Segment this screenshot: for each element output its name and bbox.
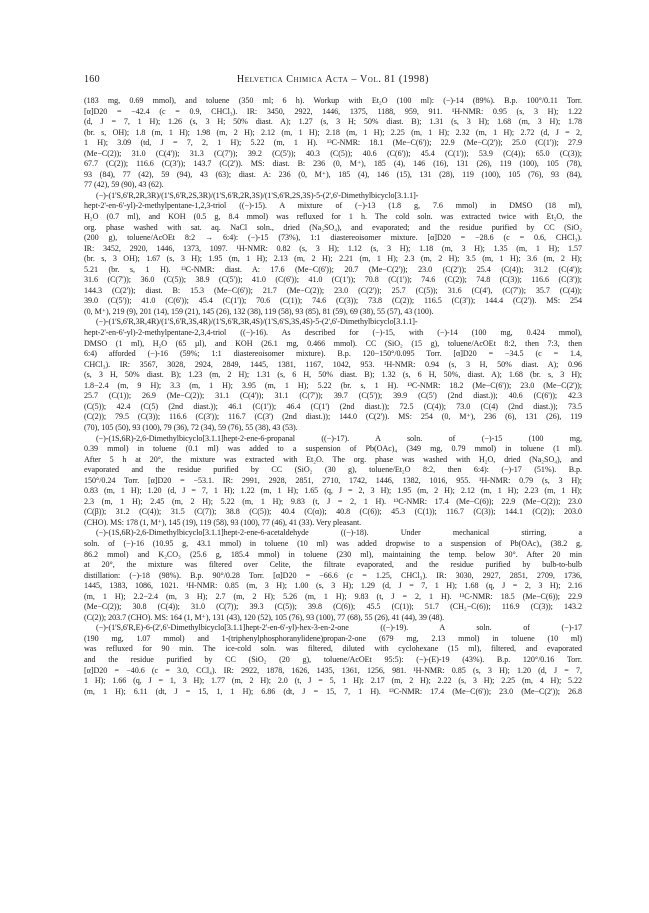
text-line: at 20°, the mixture was filtered over Celite, the filtrate evaporated, and the residue purified by bulb-to-bulb bbox=[84, 560, 582, 570]
text-line: 25.7 (C(1)); 26.9 (Me−C(2)); 31.1 (C(4')); 31.1 (C(7')); 39.7 (C(5')); 39.9 (C(5') (2nd diast.)); 40.6 (C(6')); 42.3 bbox=[84, 391, 582, 401]
text-line: (0, M⁺), 219 (9), 201 (14), 159 (21), 145 (26), 132 (38), 119 (58), 93 (85), 81 (59), 69 (38), 55 (57), 43 (100). bbox=[84, 306, 434, 316]
text-line: (s, 3 H, 50% diast. B); 1.23 (m, 2 H); 1.31 (s, 6 H, 50% diast. B); 1.32 (s, 6 H, 50%, diast. A); 1.68 (br. s, 3 H); bbox=[84, 370, 582, 380]
text-line: IR: 3452, 2920, 1446, 1373, 1097. ¹H-NMR: 0.82 (s, 3 H); 1.12 (s, 3 H); 1.18 (m, 3 H); 1.35 (m, 1 H); 1.57 bbox=[84, 243, 582, 253]
text-line: (d, J = 7, 1 H); 1.26 (s, 3 H; 50% diast. A); 1.27 (s, 3 H; 50% diast. B); 1.31 (s, 3 H); 1.68 (m, 3 H); 1.78 bbox=[84, 117, 582, 127]
paragraph-first-line: (−)-(1S,6R)-2,6-Dimethylbicyclo[3.1.1]hept-2-ene-6-acetaldehyde ((−)-18). Under mechanical stirring, a bbox=[96, 528, 582, 538]
paragraph-first-line: (−)-(1'S,6'R,3R,4R)/(1'S,6'R,3S,4R)/(1'S,6'R,3R,4S)/(1'S,6'S,3S,4S)-5-(2',6'-Dimethylbicyclo[3.1.1]- bbox=[96, 317, 418, 327]
text-line: CHCl₃). IR: 3567, 3028, 2924, 2849, 1445, 1381, 1167, 1042, 953. ¹H-NMR: 0.94 (s, 3 H, 50% diast. A); 0.96 bbox=[84, 359, 582, 369]
text-line: 31.6 (C(7')); 36.0 (C(5)); 38.9 (C(5')); 41.0 (C(6')); 41.0 (C(1')); 70.8 (C(1')); 74.6 (C(2)); 74.8 (C(3)); 116.6 (C(3')); bbox=[84, 275, 582, 285]
text-line: (br. s, OH); 1.8 (m, 1 H); 1.98 (m, 2 H); 2.12 (m, 1 H); 2.18 (m, 1 H); 2.25 (m, 1 H); 2.32 (m, 1 H); 2.72 (d, J = 2, bbox=[84, 127, 582, 137]
text-line: 1445, 1383, 1086, 1021. ¹H-NMR: 0.85 (m, 3 H); 1.00 (s, 3 H); 1.29 (d, J = 7, 1 H); 1.68 (q, J = 2, 3 H); 2.16 bbox=[84, 581, 582, 591]
text-line: 1 H); 1.66 (q, J = 1, 3 H); 1.77 (m, 2 H); 2.0 (t, J = 5, 1 H); 2.17 (m, 2 H); 2.22 (s, 3 H); 2.25 (m, 4 H); 5.22 bbox=[84, 676, 582, 686]
text-line: 6:4) afforded (−)-16 (59%; 1:1 diastereoisomer mixture). B.p. 120−150°/0.095 Torr. [α]D20 = −34.5 (c = 1.4, bbox=[84, 349, 582, 359]
text-line: was refluxed for 90 min. The ice-cold soln. was filtered, diluted with cyclohexane (15 ml), filtered, and evaporated bbox=[84, 644, 582, 654]
text-line: 1 H); 3.09 (td, J = 7, 2, 1 H); 5.22 (m, 1 H). ¹³C-NMR: 18.1 (Me−C(6')); 22.9 (Me−C(2')); 25.0 (C(1')); 27.9 bbox=[84, 138, 582, 148]
journal-title: Helvetica Chimica Acta – Vol. 81 (1998) bbox=[236, 74, 430, 85]
text-line: 150°/0.24 Torr. [α]D20 = −53.1. IR: 2991, 2928, 2851, 2710, 1742, 1446, 1382, 1016, 955. ¹H-NMR: 0.79 (s, 3 H); bbox=[84, 475, 582, 485]
text-line: 5.21 (br. s, 1 H). ¹³C-NMR: diast. A: 17.6 (Me−C(6')); 20.7 (Me−C(2')); 23.0 (C(2')); 25.4 (C(4)); 31.2 (C(4')); bbox=[84, 264, 582, 274]
text-line: 86.2 mmol) and K₂CO₃ (25.6 g, 185.4 mmol) in toluene (230 ml), maintaining the temp. below 30°. After 20 min bbox=[84, 549, 582, 559]
text-line: 93 (84), 77 (42), 59 (94), 43 (63); diast. A: 236 (0, M⁺), 185 (4), 146 (15), 131 (28), 119 (100), 105 (76), 93 (84), bbox=[84, 169, 582, 179]
text-line: (183 mg, 0.69 mmol), and toluene (350 ml; 6 h). Workup with Et₂O (100 ml): (−)-14 (89%). B.p. 100°/0.11 Torr. bbox=[84, 96, 582, 105]
text-line: (m, 1 H); 2.2−2.4 (m, 3 H); 2.7 (m, 2 H); 5.26 (m, 1 H); 9.83 (t, J = 2, 1 H). ¹³C-NMR: 18.5 (Me−C(6)); 22.9 bbox=[84, 591, 582, 601]
text-line: After 5 h at 20°, the mixture was extracted with Et₂O. The org. phase was washed with H₂O, dried (Na₂SO₄), and bbox=[84, 454, 582, 464]
text-line: 0.83 (m, 1 H); 1.20 (d, J = 7, 1 H); 1.22 (m, 1 H); 1.65 (q, J = 2, 3 H); 1.95 (m, 2 H); 2.12 (m, 1 H); 2.23 (m, 1 H); bbox=[84, 486, 582, 496]
text-line: (190 mg, 1.07 mmol) and 1-(triphenylphosphoranylidene)propan-2-one (679 mg, 2.13 mmol) in toluene (10 ml) bbox=[84, 633, 582, 643]
text-line: (70), 105 (50), 93 (100), 79 (36), 72 (34), 59 (76), 55 (38), 43 (53). bbox=[84, 422, 298, 432]
paragraph-first-line: (−)-(1'S,6'R,2R,3R)/(1'S,6'R,2S,3R)/(1'S,6'R,2R,3S)/(1'S,6'R,2S,3S)-5-(2',6'-Dimethylbicyclo[3.1.1]- bbox=[96, 190, 419, 200]
text-line: and the residue purified by CC (SiO₂ (20 g), toluene/AcOEt 95:5): (−)-(E)-19 (43%). B.p. 120°/0.16 Torr. bbox=[84, 654, 582, 664]
text-line: (Me−C(2)); 31.0 (C(4')); 31.3 (C(7')); 39.2 (C(5')); 40.3 (C(5)); 40.6 (C(6')); 45.4 (C(1')); 53.9 (C(4)); 65.0 (C(3)); bbox=[84, 148, 582, 158]
text-line: 39.0 (C(5')); 41.0 (C(6')); 45.4 (C(1')); 70.6 (C(1)); 74.6 (C(3)); 73.8 (C(2)); 116.5 (C(3')); 144.4 (C(2')). MS: 254 bbox=[84, 296, 582, 306]
text-line: hept-2'-en-6'-yl)-2-methylpentane-2,3,4-triol ((−)-16). As described for (−)-15, with (−)-14 (100 mg, 0.424 mmol), bbox=[84, 328, 582, 338]
text-line: soln. of (−)-16 (10.95 g, 43.1 mmol) in toluene (10 ml) was added dropwise to a suspension of Pb(OAc)₄ (38.2 g, bbox=[84, 538, 582, 548]
text-line: 2.3 (m, 1 H); 2.45 (m, 2 H); 5.22 (m, 1 H); 9.83 (t, J = 2, 1 H). ¹³C-NMR: 17.4 (Me−C(6)); 22.9 (Me−C(2)); 23.0 bbox=[84, 496, 582, 506]
text-line: (C(β)); 31.2 (C(4)); 31.5 (C(7)); 38.8 (C(5)); 40.4 (C(α)); 40.8 (C(6)); 45.3 (C(1)); 116.7 (C(3)); 144.1 (C(2)); 203.0 bbox=[84, 507, 582, 517]
text-line: 0.39 mmol) in toluene (0.1 ml) was added to a suspension of Pb(OAc)₄ (349 mg, 0.79 mmol) in toluene (1 ml). bbox=[84, 444, 582, 454]
text-line: [α]D20 = −42.4 (c = 0.9, CHCl₃). IR: 3450, 2922, 1446, 1375, 1188, 959, 911. ¹H-NMR: 0.95 (s, 3 H); 1.22 bbox=[84, 106, 582, 116]
text-line: (C(2)); 203.7 (CHO). MS: 164 (1, M⁺), 131 (43), 120 (52), 105 (76), 93 (100), 77 (68), 55 (26), 41 (44), 39 (48). bbox=[84, 612, 445, 622]
text-line: [α]D20 = −40.6 (c = 3.0, CCl₄). IR: 2922, 1878, 1626, 1435, 1361, 1256, 981. ¹H-NMR: 0.85 (s, 3 H); 1.20 (d, J = 7, bbox=[84, 665, 582, 675]
article-body bbox=[84, 96, 582, 697]
text-line: (C(5)); 42.4 (C(5) (2nd diast.)); 46.1 (C(1')); 46.4 (C(1') (2nd diast.)); 72.5 (C(4)); 73.0 (C(4) (2nd diast.)); 73.5 bbox=[84, 401, 582, 411]
text-line: (m, 1 H); 6.11 (dt, J = 15, 1, 1 H); 6.86 (dt, J = 15, 7, 1 H). ¹³C-NMR: 17.4 (Me−C(6')); 23.0 (Me−C(2')); 26.8 bbox=[84, 686, 582, 696]
text-line: (CHO). MS: 178 (1, M⁺), 145 (19), 119 (58), 93 (100), 77 (46), 41 (33). Very pleasant. bbox=[84, 517, 362, 527]
text-line: DMSO (1 ml), H₂O (65 µl), and KOH (26.1 mg, 0.466 mmol). CC (SiO₂ (15 g), toluene/AcOEt 8:2, then 7:3, then bbox=[84, 338, 582, 348]
text-line: hept-2'-en-6'-yl)-2-methylpentane-1,2,3-triol ((−)-15). A mixture of (−)-13 (1.8 g, 7.6 mmol) in DMSO (18 ml), bbox=[84, 201, 582, 211]
text-line: 144.3 (C(2')); diast. B: 15.3 (Me−C(6')); 21.7 (Me−C(2)); 23.0 (C(2')); 25.7 (C(5)); 31.6 (C(4'), (C(7')); 35.7 (C(4)); bbox=[84, 285, 582, 295]
text-line: (200 g), toluene/AcOEt 8:2 → 6:4): (−)-15 (73%), 1:1 diastereoisomer mixture. [α]D20 = −28.6 (c = 0.6, CHCl₃). bbox=[84, 233, 582, 243]
text-line: H₂O (0.7 ml), and KOH (0.5 g, 8.4 mmol) was refluxed for 1 h. The cold soln. was extracted twice with Et₂O, the bbox=[84, 212, 582, 222]
running-header bbox=[84, 74, 582, 86]
text-line: (Me−C(2)); 30.8 (C(4)); 31.0 (C(7)); 39.3 (C(5)); 39.8 (C(6)); 45.5 (C(1)); 51.7 (CH₂−C(6)); 116.9 (C(3)); 143.2 bbox=[84, 602, 582, 612]
paragraph-first-line: (−)-(1'S,6'R,E)-6-(2',6'-Dimethylbicyclo[3.1.1]hept-2'-en-6'-yl)-hex-3-en-2-one ((−)-19). A soln. of (−)-17 bbox=[96, 623, 582, 633]
text-line: distillation: (−)-18 (98%). B.p. 90°/0.28 Torr. [α]D20 = −66.6 (c = 1.25, CHCl₃). IR: 3030, 2927, 2851, 2709, 1736, bbox=[84, 570, 582, 580]
text-line: evaporated and the residue purified by CC (SiO₂ (30 g), toluene/Et₂O 8:2, then 6:4): (−)-17 (51%). B.p. bbox=[84, 465, 582, 475]
text-line: (br. s, 3 OH); 1.67 (s, 3 H); 1.95 (m, 1 H); 2.13 (m, 2 H); 2.21 (m, 1 H); 2.3 (m, 2 H); 3.5 (m, 1 H); 3.6 (m, 2 H); bbox=[84, 254, 582, 264]
paragraph-first-line: (−)-(1S,6R)-2,6-Dimethylbicyclo[3.1.1]hept-2-ene-6-propanal ((−)-17). A soln. of (−)-15 (100 mg, bbox=[96, 433, 582, 443]
text-line: 1.8−2.4 (m, 9 H); 3.3 (m, 1 H); 3.95 (m, 1 H); 5.22 (br. s, 1 H). ¹³C-NMR: 18.2 (Me−C(6')); 23.0 (Me−C(2')); bbox=[84, 380, 582, 390]
text-line: 77 (42), 59 (90), 43 (62). bbox=[84, 180, 164, 190]
text-line: org. phase washed with sat. aq. NaCl soln., dried (Na₂SO₄), and evaporated; and the residue purified by CC (SiO₂ bbox=[84, 222, 582, 232]
text-line: 67.7 (C(2)); 116.6 (C(3')); 143.7 (C(2')). MS: diast. B: 236 (0, M⁺), 185 (4), 146 (16), 131 (26), 119 (100), 105 (78), bbox=[84, 159, 582, 169]
text-line: (C(2)); 79.5 (C(3)); 116.6 (C(3')); 116.7 (C(3') (2nd diast.)); 144.0 (C(2')). MS: 254 (0, M⁺), 236 (6), 131 (26), 119 bbox=[84, 412, 582, 422]
page-number: 160 bbox=[84, 74, 100, 85]
